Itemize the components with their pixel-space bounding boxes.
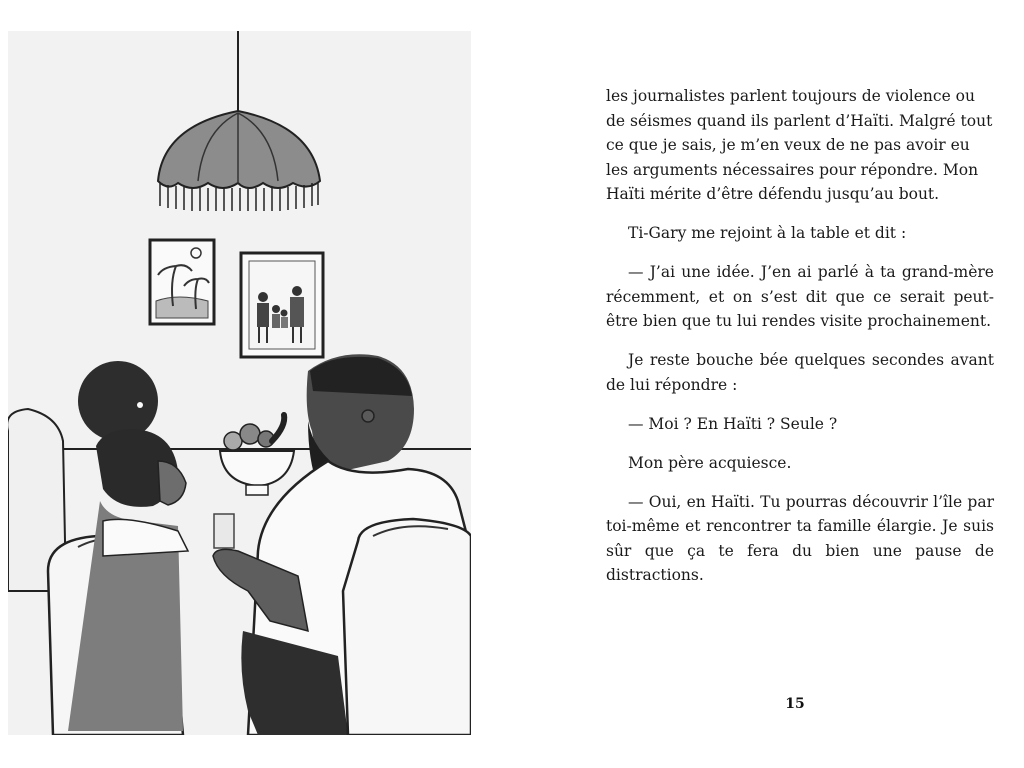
family-table-illustration xyxy=(8,31,471,735)
page-number: 15 xyxy=(785,696,805,712)
beach-painting xyxy=(150,240,214,324)
paragraph-6: Mon père acquiesce. xyxy=(628,453,792,472)
lamp-shade xyxy=(158,111,320,211)
glass xyxy=(214,514,234,548)
paragraph-5: — Moi ? En Haïti ? Seule ? xyxy=(628,414,838,433)
paragraph-1: les journalistes parlent toujours de violence ou de séismes quand ils parlent d’Haïti. Malgré tout ce que je sais, je m’en veux de ne pas avoir eu les arguments nécessaires pour répondre. Mon Haïti mérite d’être défendu jusqu’au bout. xyxy=(606,87,993,203)
fruit-bowl xyxy=(220,415,294,495)
paragraph-4: Je reste bouche bée quelques secondes avant de lui répondre : xyxy=(606,351,994,394)
illustration-panel xyxy=(8,31,471,735)
text-page xyxy=(606,84,994,602)
paragraph-7: — Oui, en Haïti. Tu pourras découvrir l’île par toi-même et rencontrer ta famille élargie. Je suis sûr que ça te fera du bien une pause de distractions. xyxy=(606,492,994,584)
family-portrait xyxy=(241,253,323,357)
paragraph-3: — J’ai une idée. J’en ai parlé à ta grand-mère récemment, et on s’est dit que ce serait peut-être bien que tu lui rendes visite prochainement. xyxy=(606,263,994,330)
paragraph-2: Ti-Gary me rejoint à la table et dit : xyxy=(628,224,907,242)
chair-right xyxy=(343,519,471,735)
